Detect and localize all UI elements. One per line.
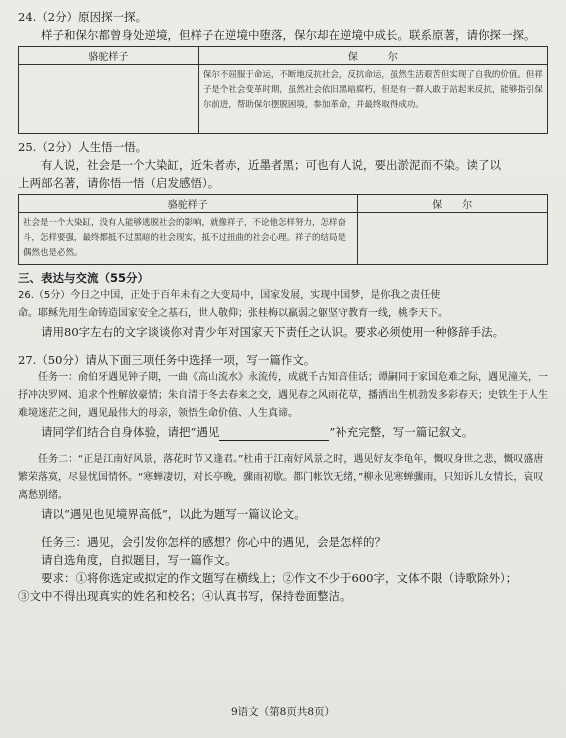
q24-title: 24.（2分）原因探一探。 xyxy=(18,10,148,24)
q24-col-header-1: 骆驼样子 xyxy=(19,47,199,65)
q27-task1: 任务一：俞伯牙遇见钟子期，一曲《高山流水》永流传，成就千古知音佳话；谭嗣同于家国危难之际，遇见潼关，一抒冲决罗网、追求个性解放豪情；朱自清于冬去春来之交，遇见春之风雨花草，播洒出生机勃发多彩春天；史铁生于人生难境迷茫之间，遇见最伟大的母亲，领悟生命价值、人生真谛。 xyxy=(18,372,548,419)
q27-task1-requirement xyxy=(18,423,548,441)
q24-answer-cell-1[interactable] xyxy=(19,65,199,134)
q27-task2: 任务二：“正是江南好风景，落花时节又逢君。”杜甫于江南好风景之时，遇见好友李龟年，慨叹身世之悲，慨叹盛唐繁荣落寞，尽显忧国情怀。“寒蝉凄切，对长亭晚，骤雨初歇。都门帐饮无绪，”柳永见寒蝉骤雨，只知诉儿女情长，哀叹离愁别绪。 xyxy=(18,454,544,501)
q25-prompt-line2: 上两部名著，请你悟一悟（启发感悟）。 xyxy=(18,176,220,190)
section-3-heading: 三、表达与交流（55分） xyxy=(18,271,150,285)
q24-handwritten-answer[interactable]: 保尔不屈服于命运，不断地反抗社会，反抗命运，虽然生活艰苦但实现了自我的价值。但祥子是个社会变革时期，虽然社会依旧黑暗腐朽，但是有一群人敢于站起来反抗，能够指引保尔前进，帮助保尔摆脱困境，参加革命，并最终取得成功。 xyxy=(198,65,547,134)
q25-handwritten-answer[interactable]: 社会是一个大染缸，没有人能够逃脱社会的影响，就像祥子，不论他怎样努力，怎样奋斗，怎样要强，最终都抵不过黑暗的社会现实，抵不过扭曲的社会心理。祥子的结局是偶然也是必然。 xyxy=(19,213,358,265)
q25-col-header-1: 骆驼样子 xyxy=(19,195,358,213)
q26-line1: 26.（5分）今日之中国，正处于百年未有之大变局中，国家发展，实现中国梦，是你我之责任使 xyxy=(18,290,441,301)
q25-prompt-line1: 有人说，社会是一个大染缸，近朱者赤，近墨者黑；可也有人说，要出淤泥而不染。读了以 xyxy=(41,158,501,172)
q26-line2: 命。耶稣先用生命铸造国家安全之基石，世人敬仰；张桂梅以羸弱之躯坚守教育一线，桃李天下。 xyxy=(18,308,448,319)
page-footer: 9语文（第8页共8页） xyxy=(230,706,336,718)
q25-answer-cell-2[interactable] xyxy=(357,213,547,265)
q25-answer-table xyxy=(18,194,548,265)
q27-requirements-line2: ③文中不得出现真实的姓名和校名；④认真书写，保持卷面整洁。 xyxy=(18,589,352,603)
q26-line3: 请用80字左右的文字谈谈你对青少年对国家天下责任之认识。要求必须使用一种修辞手法。 xyxy=(41,325,505,339)
q24-col-header-2: 保 尔 xyxy=(198,47,547,65)
q24-answer-table xyxy=(18,46,548,134)
q27-fill-blank[interactable] xyxy=(219,427,329,441)
q27-task3-line1: 任务三：遇见，会引发你怎样的感想？你心中的遇见，会是怎样的？ xyxy=(41,535,386,549)
q25-col-header-2: 保 尔 xyxy=(357,195,547,213)
q27-task2-requirement: 请以“遇见也见境界高低”，以此为题写一篇议论文。 xyxy=(41,507,306,521)
q27-task3-line2: 请自选角度，自拟题目，写一篇作文。 xyxy=(41,553,237,567)
q27-task1-req-a: 请同学们结合自身体验，请把“遇见 xyxy=(41,425,220,439)
q25-title: 25.（2分）人生悟一悟。 xyxy=(18,140,148,154)
q27-requirements-line1: 要求：①将你选定或拟定的作文题写在横线上；②作文不少于600字，文体不限（诗歌除外）； xyxy=(41,571,518,585)
q27-task1-req-b: ”补充完整，写一篇记叙文。 xyxy=(329,425,474,439)
q27-intro: 27.（50分）请从下面三项任务中选择一项，写一篇作文。 xyxy=(18,353,316,367)
q24-prompt: 样子和保尔都曾身处逆境，但样子在逆境中堕落，保尔却在逆境中成长。联系原著，请你探一探。 xyxy=(41,28,536,42)
